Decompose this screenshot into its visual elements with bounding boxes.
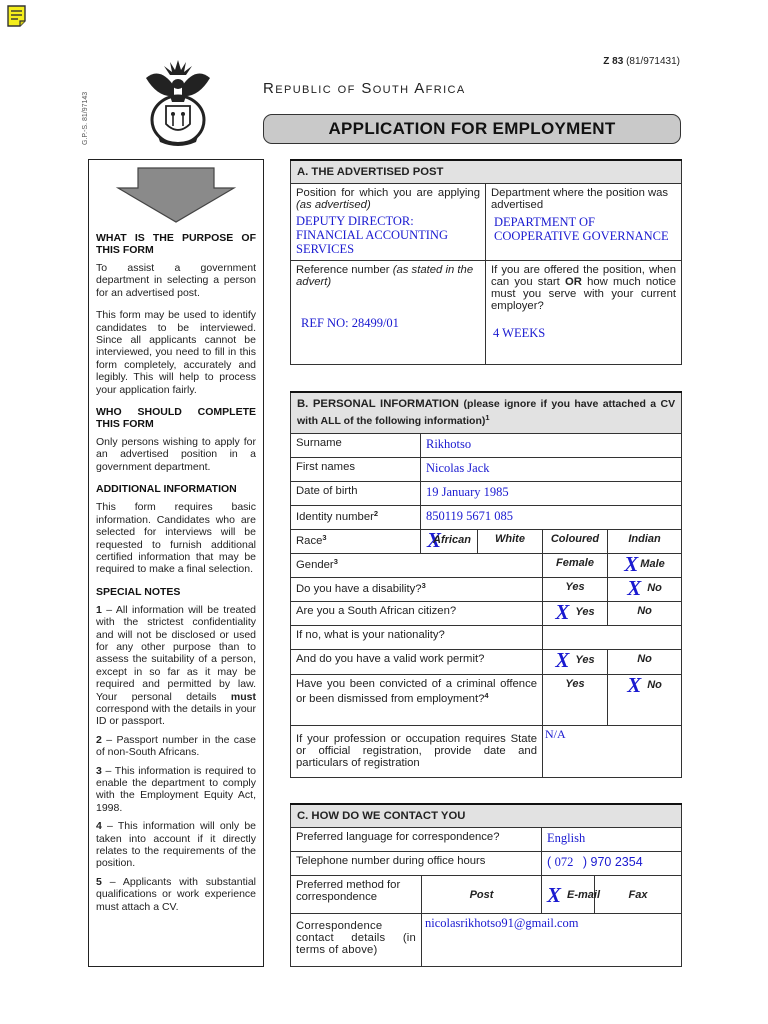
citizen-option-yes[interactable]: X Yes [543, 602, 608, 626]
method-option-post[interactable]: Post [422, 876, 542, 914]
section-c-contact [290, 803, 682, 967]
position-value: DEPUTY DIRECTOR: FINANCIAL ACCOUNTING SERVICES [296, 214, 448, 256]
criminal-option-no[interactable]: X No [608, 675, 682, 726]
additional-heading: ADDITIONAL INFORMATION [96, 483, 237, 496]
id-number-input[interactable]: 850119 5671 085 [421, 506, 682, 530]
annotation-note-icon[interactable] [6, 4, 28, 28]
surname-input[interactable]: Rikhotso [421, 434, 682, 458]
notice-label: If you are offered the position, when can you start OR how much notice must you serve with your current employer? [491, 264, 676, 312]
x-mark: X [547, 882, 562, 907]
citizen-option-no[interactable]: No [608, 602, 682, 626]
note-5: 5 – Applicants with substantial qualifications or work experience must attach a CV. [96, 875, 256, 913]
method-label: Preferred method for correspondence [291, 876, 422, 914]
phone-label: Telephone number during office hours [291, 852, 542, 876]
department-label: Department where the position was advertised [491, 187, 669, 211]
section-b-personal-information [290, 391, 682, 778]
form-code-number: Z 83 [603, 56, 624, 67]
phone-input[interactable]: ( 072 ) 970 2354 [542, 852, 682, 876]
form-code-ref: (81/971431) [626, 56, 680, 67]
method-option-fax[interactable]: Fax [595, 876, 682, 914]
nationality-label: If no, what is your nationality? [291, 626, 543, 650]
coat-of-arms-icon [140, 56, 216, 148]
contact-details-input[interactable]: nicolasrikhotso91@gmail.com [422, 914, 682, 967]
republic-heading: Republic of South Africa [263, 80, 466, 97]
language-label: Preferred language for correspondence? [291, 828, 542, 852]
work-permit-option-yes[interactable]: X Yes [543, 650, 608, 675]
special-notes-heading: SPECIAL NOTES [96, 585, 181, 598]
purpose-text-1: To assist a government department in selecting a person for an advertised post. [96, 262, 256, 299]
form-title-banner [263, 114, 681, 144]
section-c-heading: C. HOW DO WE CONTACT YOU [291, 804, 682, 828]
x-mark: X [627, 673, 642, 697]
who-heading: WHO SHOULD COMPLETE THIS FORM [96, 406, 256, 431]
gender-option-female[interactable]: Female [543, 554, 608, 578]
work-permit-option-no[interactable]: No [608, 650, 682, 675]
disability-option-no[interactable]: X No [608, 578, 682, 602]
disability-label: Do you have a disability?$^3$ [291, 578, 543, 602]
x-mark: X [624, 552, 639, 576]
instructions-sidebar [88, 159, 264, 967]
department-field[interactable] [486, 184, 682, 261]
dob-input[interactable]: 19 January 1985 [421, 482, 682, 506]
gender-label: Gender$^3$ [291, 554, 543, 578]
reference-label: Reference number (as stated in the advert) [296, 264, 474, 288]
criminal-option-yes[interactable]: Yes [543, 675, 608, 726]
criminal-label: Have you been convicted of a criminal offence or been dismissed from employment?$^4$ [291, 675, 543, 726]
position-label: Position for which you are applying (as advertised) [296, 187, 480, 211]
disability-option-yes[interactable]: Yes [543, 578, 608, 602]
x-mark: X [427, 528, 442, 552]
x-mark: X [555, 648, 570, 672]
section-a-advertised-post [290, 159, 682, 365]
first-names-label: First names [291, 458, 421, 482]
x-mark: X [555, 600, 570, 624]
notice-field[interactable] [486, 261, 682, 365]
section-b-heading: B. PERSONAL INFORMATION (please ignore if you have attached a CV with ALL of the following information)$^1$ [291, 392, 682, 434]
race-option-indian[interactable]: Indian [608, 530, 682, 554]
nationality-input[interactable] [543, 626, 682, 650]
form-title: APPLICATION FOR EMPLOYMENT [328, 119, 616, 138]
first-names-input[interactable]: Nicolas Jack [421, 458, 682, 482]
method-option-email[interactable]: X E-mail [542, 876, 595, 914]
work-permit-label: And do you have a valid work permit? [291, 650, 543, 675]
section-a-heading: A. THE ADVERTISED POST [291, 160, 682, 184]
additional-text: This form requires basic information. Candidates who are selected for interviews will be requested to furnish additional certified information that may be required to make a final selection. [96, 501, 256, 576]
down-arrow-icon [114, 166, 238, 224]
contact-details-label: Correspondence contact details (in terms of above) [291, 914, 422, 967]
phone-area-code: 072 [554, 855, 574, 869]
dob-label: Date of birth [291, 482, 421, 506]
citizen-label: Are you a South African citizen? [291, 602, 543, 626]
reference-value: REF NO: 28499/01 [301, 316, 399, 330]
purpose-text-2: This form may be used to identify candidates to be interviewed. Since all applicants cannot be interviewed, you need to fill in this form completely, accurately and legibly. This will help to process your application fairly. [96, 309, 256, 396]
race-label: Race$^3$ [291, 530, 421, 554]
race-option-white[interactable]: White [478, 530, 543, 554]
registration-input[interactable]: N/A [543, 726, 682, 778]
x-mark: X [627, 576, 642, 600]
purpose-heading: WHAT IS THE PURPOSE OF THIS FORM [96, 232, 256, 256]
reference-field[interactable] [291, 261, 486, 365]
gps-code: G.P.-S. 81/97143 [82, 91, 89, 145]
gender-option-male[interactable]: X Male [608, 554, 682, 578]
position-field[interactable] [291, 184, 486, 261]
note-3: 3 – This information is required to enable the department to comply with the Employment Equity Act, 1998. [96, 764, 256, 814]
note-2: 2 – Passport number in the case of non-South Africans. [96, 733, 256, 759]
id-label: Identity number$^2$ [291, 506, 421, 530]
language-input[interactable]: English [542, 828, 682, 852]
race-option-coloured[interactable]: Coloured [543, 530, 608, 554]
note-4: 4 – This information will only be taken into account if it directly relates to the requirements of the position. [96, 820, 256, 870]
race-option-african[interactable]: XAfrican [421, 530, 478, 554]
registration-label: If your profession or occupation requires State or official registration, provide date and particulars of registration [291, 726, 543, 778]
note-1: 1 – All information will be treated with the strictest confidentiality and will not be disclosed or used for any other purpose than to assess the suitability of a person, except in so far as it may be required and permitted by law. Your personal details must correspond with the details in your ID or passport. [96, 603, 256, 728]
who-text: Only persons wishing to apply for an advertised position in a government department. [96, 436, 256, 473]
notice-value: 4 WEEKS [493, 326, 546, 340]
surname-label: Surname [291, 434, 421, 458]
department-value: DEPARTMENT OF COOPERATIVE GOVERNANCE [494, 215, 669, 243]
form-code [603, 56, 680, 67]
phone-number: ) 970 2354 [582, 855, 643, 869]
